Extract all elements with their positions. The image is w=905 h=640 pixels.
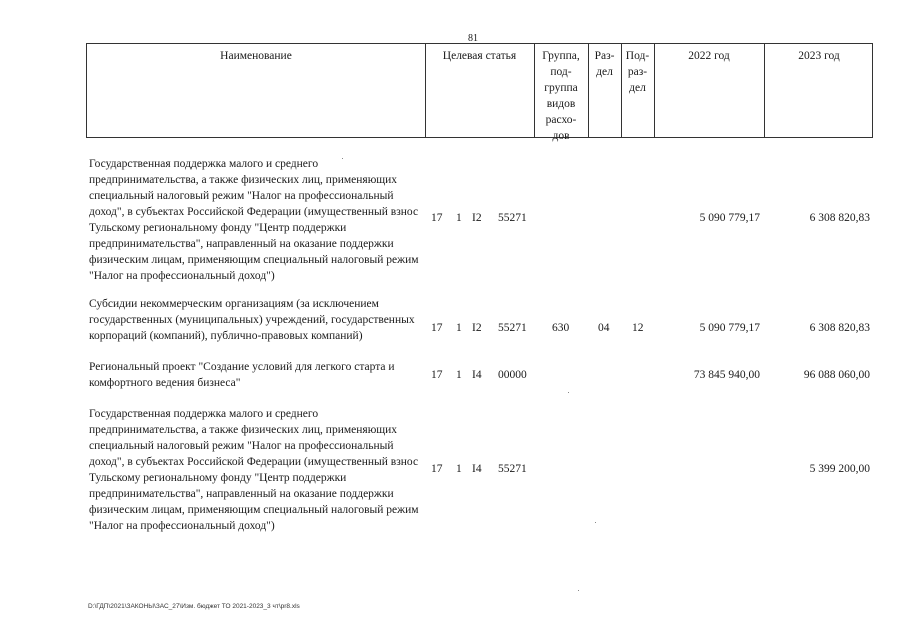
target-part-1: 17 <box>431 463 443 475</box>
header-subsection: Под- раз- дел <box>625 50 650 94</box>
header-target-article: Целевая статья <box>442 50 517 62</box>
subsection-value: 12 <box>632 322 644 334</box>
scan-speck <box>578 590 579 591</box>
target-part-1: 17 <box>431 369 443 381</box>
target-part-3: I4 <box>472 369 482 381</box>
scan-speck <box>595 522 596 523</box>
row-name: Государственная поддержка малого и среднего предпринимательства, а также физических лиц, применяющих специальный налоговый режим "Налог на профессиональный доход", в субъектах Российской Федерации (имущественный взнос Тульскому региональному фонду "Центр поддержки предпринимательства", направленный на оказание поддержки физическим лицам, применяющим специальный налоговый режим "Налог на профессиональный доход") <box>89 408 419 532</box>
value-2023: 5 399 200,00 <box>809 463 870 475</box>
value-2023: 96 088 060,00 <box>803 369 870 381</box>
target-part-2: 1 <box>456 463 462 475</box>
row-name: Государственная поддержка малого и среднего предпринимательства, а также физических лиц, применяющих специальный налоговый режим "Налог на профессиональный доход", в субъектах Российской Федерации (имущественный взнос Тульскому региональному фонду "Центр поддержки предпринимательства", направленный на оказание поддержки физическим лицам, применяющим специальный налоговый режим "Налог на профессиональный доход") <box>89 158 419 282</box>
file-path-footer: D:\ГДП\2021\ЗАКОНЫ\ЗАС_27\Изм. бюджет ТО 2021-2023_3 чт\pr8.xls <box>88 603 300 610</box>
value-2022: 5 090 779,17 <box>699 212 760 224</box>
value-2022: 5 090 779,17 <box>699 322 760 334</box>
header-name: Наименование <box>220 50 292 62</box>
target-part-2: 1 <box>456 369 462 381</box>
value-2023: 6 308 820,83 <box>809 212 870 224</box>
target-part-3: I2 <box>472 322 482 334</box>
target-part-2: 1 <box>456 322 462 334</box>
target-part-1: 17 <box>431 322 443 334</box>
section-value: 04 <box>598 322 610 334</box>
row-name: Региональный проект "Создание условий для легкого старта и комфортного ведения бизнеса" <box>89 361 395 389</box>
header-2023: 2023 год <box>798 50 840 62</box>
scan-speck <box>342 158 343 159</box>
page-number: 81 <box>468 33 478 44</box>
header-section: Раз- дел <box>594 50 615 78</box>
target-part-3: I4 <box>472 463 482 475</box>
value-2023: 6 308 820,83 <box>809 322 870 334</box>
header-2022: 2022 год <box>688 50 730 62</box>
expense-group-value: 630 <box>552 322 570 334</box>
target-part-4: 00000 <box>498 369 527 381</box>
target-part-4: 55271 <box>498 212 527 224</box>
target-part-4: 55271 <box>498 463 527 475</box>
target-part-4: 55271 <box>498 322 527 334</box>
target-part-2: 1 <box>456 212 462 224</box>
row-name: Субсидии некоммерческим организациям (за исключением государственных (муниципальных) учреждений, государственных корпораций (компаний), публично-правовых компаний) <box>89 298 415 342</box>
scan-speck <box>568 392 569 393</box>
table-header <box>86 43 873 142</box>
target-part-1: 17 <box>431 212 443 224</box>
header-expense-group: Группа, под- группа видов расхо- дов <box>542 50 580 142</box>
value-2022: 73 845 940,00 <box>693 369 760 381</box>
target-part-3: I2 <box>472 212 482 224</box>
